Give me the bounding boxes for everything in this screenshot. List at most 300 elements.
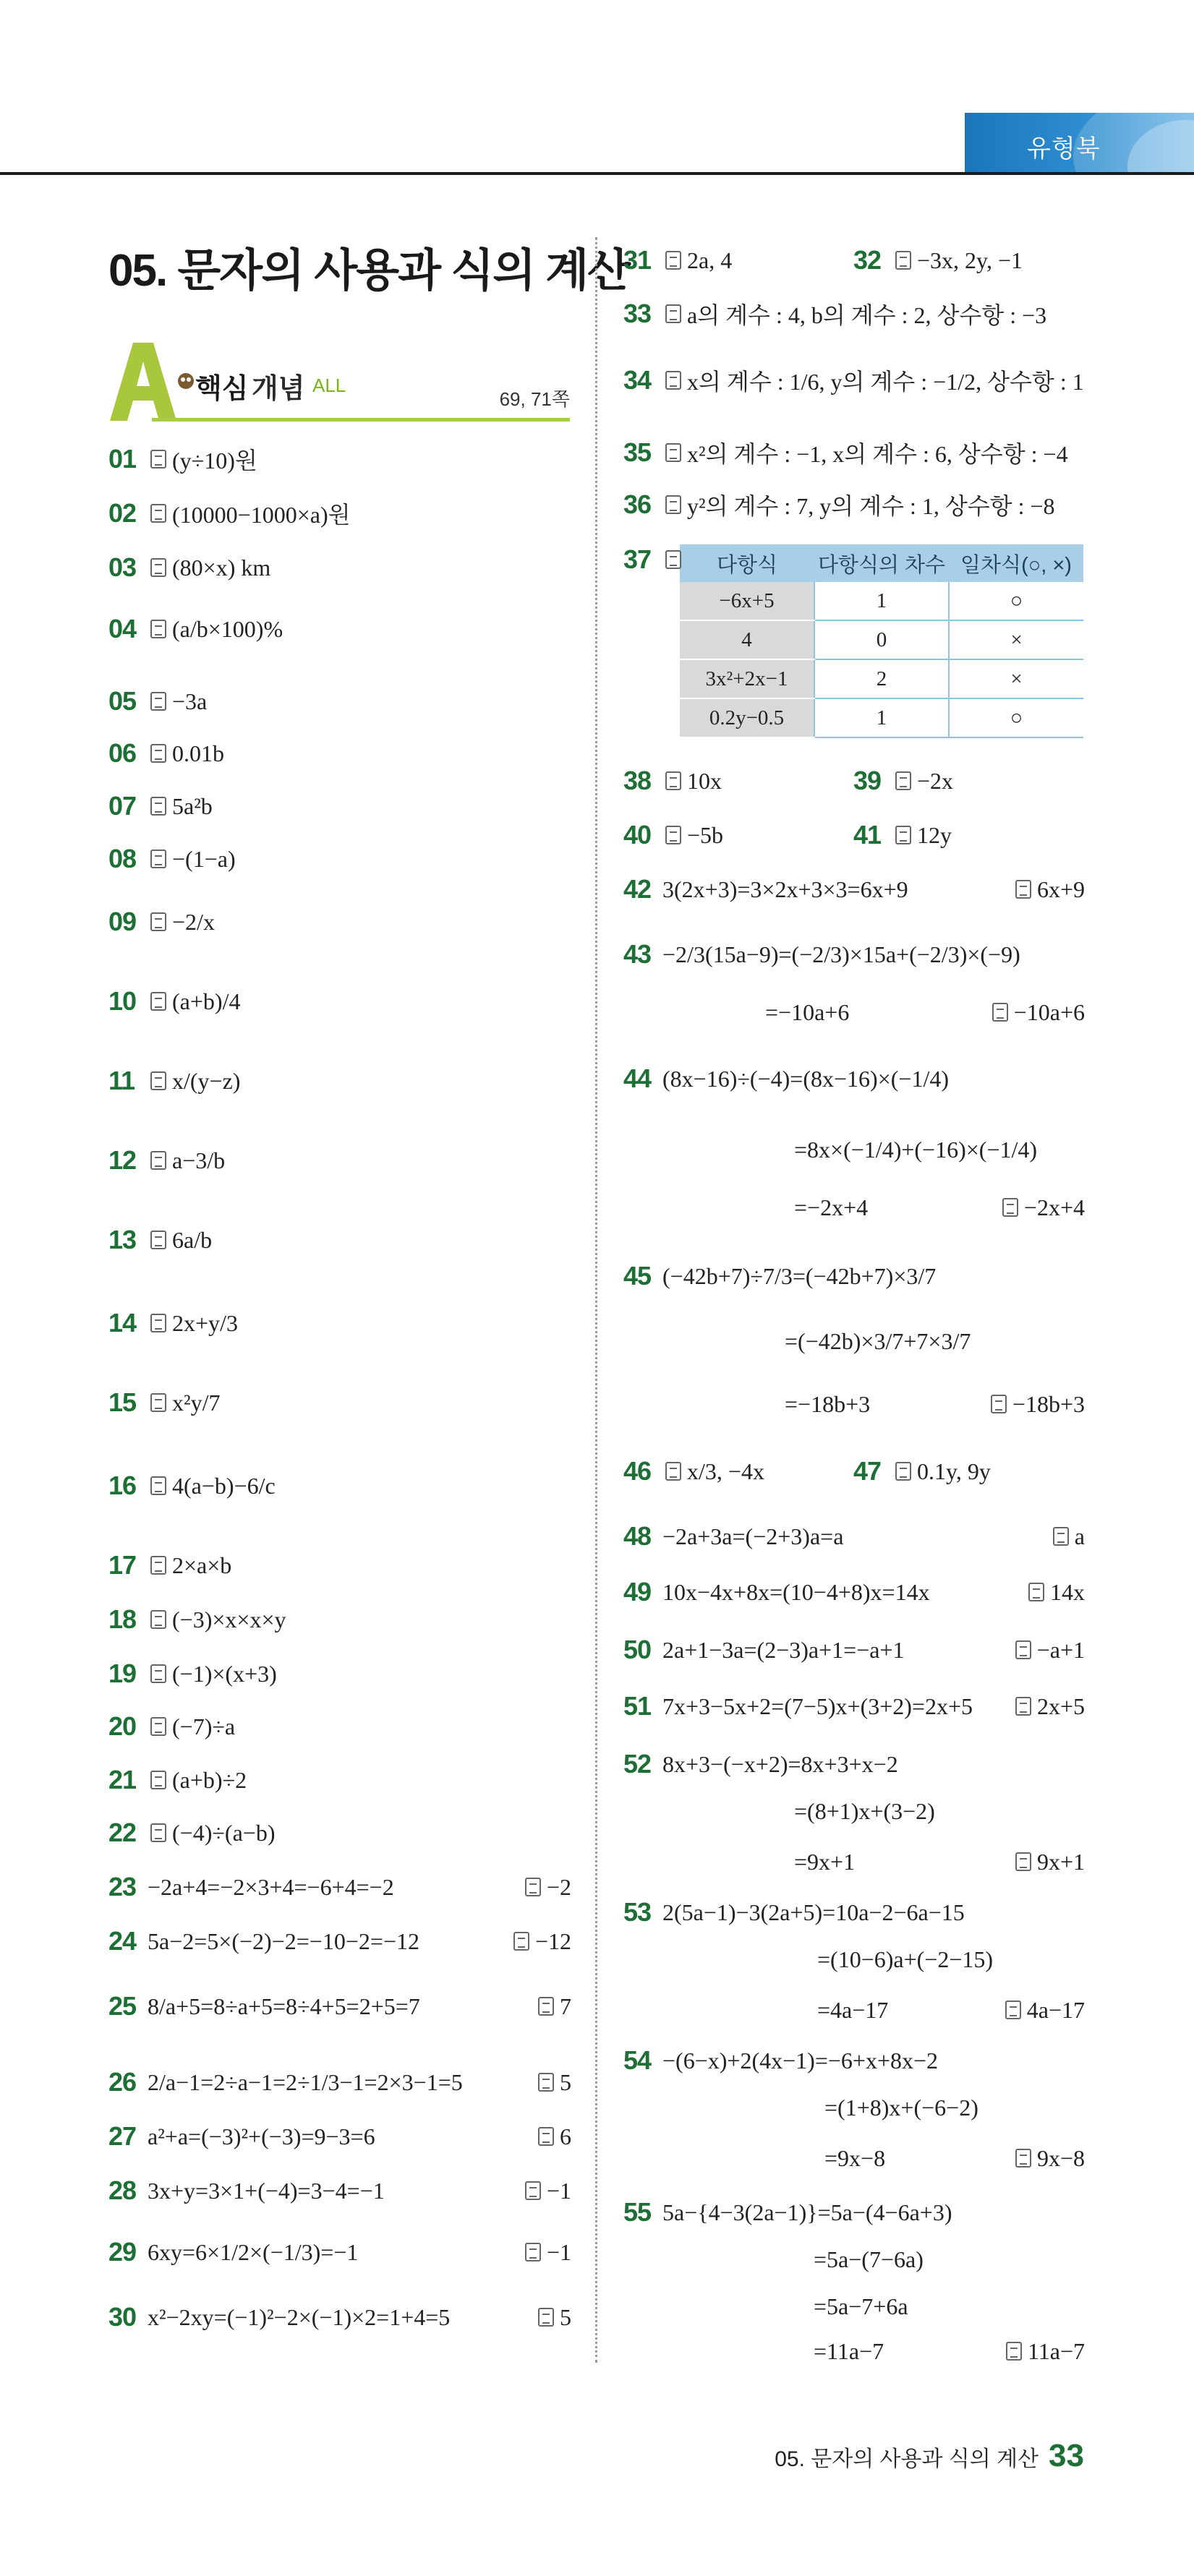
- final-answer-value: −2: [546, 1873, 571, 1900]
- answer-item: [108, 2230, 358, 2274]
- table-row: [680, 659, 1083, 698]
- answer-item: [108, 437, 257, 481]
- answer-item: [108, 980, 240, 1023]
- answer-badge-icon: [1005, 2001, 1021, 2019]
- answer-badge-icon: [150, 744, 166, 763]
- answer-item: [108, 1652, 277, 1695]
- answer-badge-icon: [150, 558, 166, 577]
- table-cell: 1: [814, 582, 949, 620]
- item-text: 2a+1−3a=(2−3)a+1=−a+1: [662, 1636, 905, 1663]
- final-answer: [1012, 2136, 1085, 2180]
- answer-item: [108, 1544, 231, 1587]
- derivation-line: =5a−7+6a: [814, 2293, 908, 2319]
- item-text: −2x: [917, 767, 954, 794]
- answer-item: [108, 2169, 385, 2212]
- answer-badge-icon: [150, 1151, 166, 1170]
- answer-item: [108, 1811, 275, 1854]
- item-text: 2a, 4: [687, 247, 733, 273]
- derivation-line: =−2x+4: [794, 1194, 869, 1220]
- item-number: 34: [623, 365, 652, 395]
- item-text: (−7)÷a: [172, 1713, 236, 1740]
- item-text: (a+b)/4: [172, 988, 241, 1014]
- table-row: [680, 582, 1083, 620]
- table-cell: 1: [814, 698, 949, 737]
- item-text: (10000−1000×a)원: [172, 502, 351, 528]
- final-answer-value: −2x+4: [1023, 1194, 1085, 1220]
- answer-badge-icon: [150, 1771, 166, 1789]
- item-number: 30: [108, 2302, 137, 2332]
- item-number: 35: [623, 437, 652, 467]
- derivation-line: =(1+8)x+(−6−2): [824, 2094, 978, 2121]
- table-header: 다항식의 차수: [814, 544, 949, 582]
- item-number: 49: [623, 1577, 652, 1606]
- final-answer-value: 6x+9: [1036, 876, 1085, 902]
- final-answer: [522, 2230, 571, 2274]
- final-answer: [522, 1865, 571, 1909]
- item-text: 10x−4x+8x=(10−4+8)x=14x: [662, 1578, 930, 1605]
- final-answer: [989, 990, 1085, 1034]
- derivation-line: =(−42b)×3/7+7×3/7: [785, 1328, 971, 1354]
- table-cell: ×: [949, 659, 1083, 698]
- table-cell: 2: [814, 659, 949, 698]
- answer-item: [623, 1254, 936, 1298]
- item-number: 39: [853, 766, 882, 795]
- item-number: 42: [623, 874, 652, 904]
- answer-badge-icon: [895, 771, 911, 790]
- section-header: [108, 340, 570, 424]
- item-text: 8x+3−(−x+2)=8x+3+x−2: [662, 1750, 898, 1777]
- answer-badge-icon: [991, 1395, 1007, 1413]
- item-text: 7x+3−5x+2=(7−5)x+(3+2)=2x+5: [662, 1693, 973, 1719]
- item-text: −(1−a): [172, 845, 236, 872]
- item-text: −5b: [687, 821, 724, 848]
- item-number: 21: [108, 1765, 137, 1794]
- item-number: 47: [853, 1456, 882, 1486]
- final-answer-value: −1: [546, 2177, 571, 2204]
- item-text: a²+a=(−3)²+(−3)=9−3=6: [148, 2123, 375, 2149]
- answer-badge-icon: [150, 504, 166, 523]
- item-number: 45: [623, 1261, 652, 1291]
- final-answer-value: 6: [560, 2123, 571, 2149]
- derivation-line: =(8+1)x+(3−2): [794, 1798, 935, 1824]
- final-answer: [1012, 868, 1085, 911]
- answer-badge-icon: [513, 1932, 529, 1951]
- answer-item: [623, 1450, 764, 1493]
- answer-item: [623, 1057, 949, 1100]
- table-header: 일차식(○, ×): [949, 544, 1083, 582]
- answer-item: [108, 607, 283, 651]
- item-number: 02: [108, 498, 137, 528]
- item-text: −2a+4=−2×3+4=−6+4=−2: [148, 1873, 394, 1900]
- answer-item: [623, 292, 1046, 335]
- answer-item: [108, 1218, 212, 1262]
- answer-badge-icon: [525, 1878, 541, 1896]
- item-text: x²y/7: [172, 1389, 221, 1416]
- item-text: −(6−x)+2(4x−1)=−6+x+8x−2: [662, 2047, 939, 2074]
- item-text: 4(a−b)−6/c: [172, 1472, 276, 1499]
- item-text: y²의 계수 : 7, y의 계수 : 1, 상수항 : −8: [687, 493, 1055, 519]
- answer-item: [623, 538, 687, 581]
- answer-badge-icon: [150, 692, 166, 711]
- answer-badge-icon: [665, 771, 681, 790]
- answer-item: [108, 1758, 247, 1802]
- answer-item: [623, 1742, 898, 1786]
- answer-badge-icon: [150, 1610, 166, 1629]
- answer-item: [623, 868, 908, 911]
- answer-badge-icon: [665, 443, 681, 462]
- item-number: 48: [623, 1521, 652, 1551]
- item-number: 17: [108, 1550, 137, 1580]
- answer-badge-icon: [150, 1664, 166, 1683]
- item-text: −3a: [172, 688, 208, 714]
- answer-item: [108, 1301, 238, 1345]
- final-answer-value: 4a−17: [1026, 1996, 1085, 2023]
- header-rule: [0, 172, 1194, 175]
- item-text: 3(2x+3)=3×2x+3×3=6x+9: [662, 876, 908, 902]
- answer-item: [623, 1891, 965, 1934]
- item-text: (y÷10)원: [172, 448, 257, 474]
- item-number: 07: [108, 791, 137, 821]
- item-number: 14: [108, 1308, 137, 1338]
- answer-badge-icon: [150, 850, 166, 868]
- item-number: 46: [623, 1456, 652, 1486]
- item-number: 23: [108, 1872, 137, 1901]
- item-number: 18: [108, 1604, 137, 1634]
- item-number: 05: [108, 686, 137, 716]
- answer-badge-icon: [538, 2073, 554, 2092]
- answer-item: [623, 483, 1055, 526]
- answer-item: [108, 1464, 276, 1507]
- answer-item: [108, 1985, 420, 2028]
- item-number: 31: [623, 245, 652, 275]
- item-number: 20: [108, 1711, 137, 1741]
- item-text: −3x, 2y, −1: [917, 247, 1023, 273]
- polynomial-table: [680, 544, 1083, 738]
- item-number: 32: [853, 245, 882, 275]
- final-answer-value: 2x+5: [1036, 1693, 1085, 1719]
- answer-badge-icon: [1015, 1852, 1031, 1871]
- item-text: 3x+y=3×1+(−4)=3−4=−1: [148, 2177, 385, 2204]
- unit-tab: [965, 113, 1194, 174]
- answer-item: [623, 2191, 952, 2234]
- item-text: 5a²b: [172, 792, 213, 819]
- item-number: 04: [108, 614, 137, 643]
- final-answer: [1003, 2329, 1085, 2373]
- table-cell: 3x²+2x−1: [680, 659, 814, 698]
- item-text: (a+b)÷2: [172, 1766, 247, 1793]
- final-answer-value: 7: [560, 1993, 571, 2019]
- item-number: 29: [108, 2237, 137, 2267]
- item-number: 37: [623, 544, 652, 574]
- answer-badge-icon: [150, 1071, 166, 1090]
- item-text: a−3/b: [172, 1147, 226, 1173]
- answer-badge-icon: [665, 495, 681, 514]
- item-number: 22: [108, 1818, 137, 1847]
- derivation-line: =4a−17: [817, 1997, 889, 2023]
- answer-item: [108, 1865, 394, 1909]
- answer-item: [623, 813, 723, 857]
- item-number: 03: [108, 552, 137, 582]
- answer-item: [623, 359, 1084, 402]
- item-text: 0.1y, 9y: [917, 1458, 991, 1484]
- item-number: 10: [108, 986, 137, 1016]
- item-text: 2/a−1=2÷a−1=2÷1/3−1=2×3−1=5: [148, 2068, 463, 2095]
- item-text: x/(y−z): [172, 1067, 241, 1094]
- item-number: 55: [623, 2197, 652, 2227]
- answer-item: [853, 759, 953, 803]
- answer-badge-icon: [895, 251, 911, 270]
- answer-item: [108, 837, 236, 881]
- item-number: 44: [623, 1064, 652, 1093]
- derivation-line: =9x−8: [824, 2145, 886, 2171]
- answer-item: [108, 2295, 450, 2339]
- answer-item: [623, 759, 722, 803]
- answer-badge-icon: [150, 1823, 166, 1842]
- item-number: 13: [108, 1225, 137, 1254]
- table-cell: 4: [680, 620, 814, 659]
- item-text: 2(5a−1)−3(2a+5)=10a−2−6a−15: [662, 1899, 965, 1925]
- answer-badge-icon: [150, 1393, 166, 1412]
- final-answer: [1025, 1570, 1085, 1614]
- item-text: (−4)÷(a−b): [172, 1819, 276, 1846]
- answer-item: [623, 1515, 843, 1558]
- answer-badge-icon: [1028, 1583, 1044, 1601]
- item-number: 27: [108, 2121, 137, 2151]
- item-number: 36: [623, 489, 652, 519]
- item-number: 19: [108, 1659, 137, 1688]
- table-header: 다항식: [680, 544, 814, 582]
- item-number: 52: [623, 1749, 652, 1779]
- answer-badge-icon: [150, 912, 166, 931]
- section-label-core: 핵심: [195, 374, 249, 404]
- answer-badge-icon: [665, 1462, 681, 1481]
- final-answer-value: 11a−7: [1027, 2337, 1085, 2364]
- item-number: 08: [108, 844, 137, 873]
- item-text: (−3)×x×x×y: [172, 1606, 286, 1633]
- item-number: 41: [853, 820, 882, 850]
- answer-badge-icon: [150, 450, 166, 468]
- item-number: 28: [108, 2175, 137, 2205]
- final-answer: [1012, 1685, 1085, 1728]
- item-number: 11: [108, 1066, 135, 1095]
- item-text: −2/3(15a−9)=(−2/3)×15a+(−2/3)×(−9): [662, 941, 1020, 967]
- final-answer-value: 5: [560, 2068, 571, 2095]
- answer-badge-icon: [150, 1314, 166, 1332]
- item-number: 53: [623, 1897, 652, 1927]
- item-text: −2/x: [172, 908, 215, 935]
- final-answer: [511, 1920, 571, 1963]
- answer-badge-icon: [895, 1462, 911, 1481]
- answer-item: [623, 239, 732, 282]
- footer-chapter: 05. 문자의 사용과 식의 계산: [775, 2447, 1039, 2471]
- item-number: 33: [623, 299, 652, 328]
- answer-item: [108, 1705, 235, 1748]
- answer-badge-icon: [665, 304, 681, 323]
- table-cell: −6x+5: [680, 582, 814, 620]
- answer-badge-icon: [525, 2243, 541, 2262]
- final-answer: [522, 2169, 571, 2212]
- table-cell: ×: [949, 620, 1083, 659]
- item-text: x²−2xy=(−1)²−2×(−1)×2=1+4=5: [148, 2303, 451, 2330]
- answer-item: [853, 1450, 991, 1493]
- section-pages: 69, 71쪽: [499, 388, 570, 410]
- item-number: 26: [108, 2067, 137, 2097]
- section-rule: [152, 418, 570, 422]
- answer-badge-icon: [1015, 1697, 1031, 1716]
- final-answer: [535, 1985, 571, 2028]
- answer-badge-icon: [992, 1003, 1008, 1022]
- item-number: 01: [108, 444, 137, 474]
- item-number: 51: [623, 1691, 652, 1721]
- answer-badge-icon: [150, 1231, 166, 1249]
- answer-badge-icon: [150, 620, 166, 638]
- final-answer-value: 9x+1: [1036, 1848, 1085, 1875]
- item-number: 06: [108, 738, 137, 768]
- table-cell: 0: [814, 620, 949, 659]
- item-number: 09: [108, 907, 137, 936]
- table-row: [680, 620, 1083, 659]
- derivation-line: =8x×(−1/4)+(−16)×(−1/4): [794, 1137, 1038, 1163]
- final-answer: [1012, 1840, 1085, 1883]
- final-answer: [535, 2295, 571, 2339]
- answer-item: [623, 933, 1020, 976]
- item-text: (−42b+7)÷7/3=(−42b+7)×3/7: [662, 1262, 937, 1289]
- table-cell: ○: [949, 698, 1083, 737]
- answer-item: [108, 2115, 375, 2158]
- final-answer: [1050, 1515, 1085, 1558]
- final-answer-value: −12: [534, 1927, 571, 1954]
- item-text: 5a−{4−3(2a−1)}=5a−(4−6a+3): [662, 2199, 952, 2225]
- final-answer: [988, 1382, 1085, 1426]
- answer-badge-icon: [1015, 880, 1031, 899]
- item-number: 12: [108, 1145, 137, 1175]
- derivation-line: =(10−6)a+(−2−15): [817, 1946, 994, 1972]
- answer-item: [623, 1628, 905, 1672]
- answer-item: [108, 1059, 240, 1103]
- answer-item: [853, 239, 1023, 282]
- final-answer-value: 14x: [1050, 1578, 1085, 1605]
- answer-item: [108, 1139, 225, 1182]
- final-answer: [535, 2061, 571, 2104]
- derivation-line: =−10a+6: [765, 999, 850, 1025]
- final-answer: [535, 2115, 571, 2158]
- derivation-line: =11a−7: [814, 2338, 884, 2364]
- answer-badge-icon: [150, 1556, 166, 1575]
- item-text: 8/a+5=8÷a+5=8÷4+5=2+5=7: [148, 1993, 420, 2019]
- big-a-icon: [108, 340, 178, 424]
- item-text: a의 계수 : 4, b의 계수 : 2, 상수항 : −3: [687, 302, 1047, 328]
- answer-badge-icon: [150, 1717, 166, 1736]
- answer-badge-icon: [665, 371, 681, 390]
- item-number: 54: [623, 2045, 652, 2075]
- answer-item: [108, 1598, 286, 1641]
- page-footer: [775, 2438, 1084, 2474]
- item-text: 2x+y/3: [172, 1309, 238, 1336]
- answer-badge-icon: [1006, 2342, 1022, 2361]
- answer-item: [853, 813, 952, 857]
- final-answer-value: 9x−8: [1036, 2144, 1085, 2171]
- item-text: (a/b×100)%: [172, 615, 283, 642]
- item-text: 6a/b: [172, 1226, 213, 1253]
- answer-item: [108, 1920, 419, 1963]
- item-number: 24: [108, 1926, 137, 1956]
- answer-badge-icon: [538, 2308, 554, 2327]
- item-text: 2×a×b: [172, 1552, 232, 1578]
- answer-badge-icon: [538, 2127, 554, 2146]
- answer-badge-icon: [1002, 1198, 1018, 1217]
- answer-badge-icon: [525, 2181, 541, 2200]
- answer-badge-icon: [895, 826, 911, 844]
- final-answer: [1002, 1988, 1085, 2032]
- answer-item: [108, 492, 351, 535]
- answer-badge-icon: [665, 251, 681, 270]
- item-number: 15: [108, 1387, 137, 1417]
- item-text: x의 계수 : 1/6, y의 계수 : −1/2, 상수항 : 1: [687, 369, 1084, 395]
- answer-badge-icon: [150, 797, 166, 816]
- item-text: 10x: [687, 767, 722, 794]
- section-label-concept: 개념: [252, 374, 305, 404]
- derivation-line: =9x+1: [794, 1849, 856, 1875]
- answer-badge-icon: [665, 826, 681, 844]
- final-answer-value: −1: [546, 2238, 571, 2265]
- item-number: 50: [623, 1635, 652, 1664]
- item-text: 0.01b: [172, 740, 224, 766]
- item-text: x/3, −4x: [687, 1458, 764, 1484]
- unit-tab-label: 유형북: [1027, 135, 1101, 163]
- final-answer-value: a: [1074, 1523, 1085, 1549]
- answer-item: [623, 1570, 930, 1614]
- answer-badge-icon: [1015, 2149, 1031, 2168]
- item-number: 16: [108, 1471, 137, 1500]
- item-number: 43: [623, 939, 652, 969]
- answer-item: [108, 1381, 220, 1424]
- item-number: 40: [623, 820, 652, 850]
- item-text: −2a+3a=(−2+3)a=a: [662, 1523, 844, 1549]
- answer-item: [108, 784, 213, 828]
- derivation-line: =−18b+3: [785, 1391, 871, 1417]
- derivation-line: =5a−(7−6a): [814, 2246, 924, 2272]
- answer-item: [623, 1685, 973, 1728]
- answer-badge-icon: [665, 550, 681, 569]
- final-answer: [1012, 1628, 1085, 1672]
- answer-item: [108, 900, 215, 943]
- answer-badge-icon: [1053, 1527, 1069, 1546]
- answer-badge-icon: [150, 992, 166, 1011]
- answer-item: [623, 431, 1068, 474]
- answer-badge-icon: [538, 1997, 554, 2016]
- item-text: 5a−2=5×(−2)−2=−10−2=−12: [148, 1927, 419, 1954]
- item-number: 25: [108, 1991, 137, 2021]
- final-answer-value: −18b+3: [1012, 1390, 1085, 1417]
- section-tag: ALL: [312, 375, 346, 396]
- item-text: (−1)×(x+3): [172, 1660, 277, 1687]
- owl-mascot-icon: [175, 369, 197, 390]
- final-answer-value: −a+1: [1036, 1636, 1085, 1663]
- answer-badge-icon: [150, 1476, 166, 1495]
- answer-item: [108, 2061, 463, 2104]
- item-text: 12y: [917, 821, 952, 848]
- item-text: (80×x) km: [172, 554, 271, 581]
- item-number: 38: [623, 766, 652, 795]
- table-cell: ○: [949, 582, 1083, 620]
- item-text: x²의 계수 : −1, x의 계수 : 6, 상수항 : −4: [687, 441, 1068, 467]
- answer-item: [108, 732, 224, 775]
- page-number: 33: [1049, 2438, 1084, 2473]
- answer-item: [623, 2039, 938, 2082]
- answer-item: [108, 680, 207, 723]
- table-cell: 0.2y−0.5: [680, 698, 814, 737]
- final-answer: [999, 1186, 1085, 1229]
